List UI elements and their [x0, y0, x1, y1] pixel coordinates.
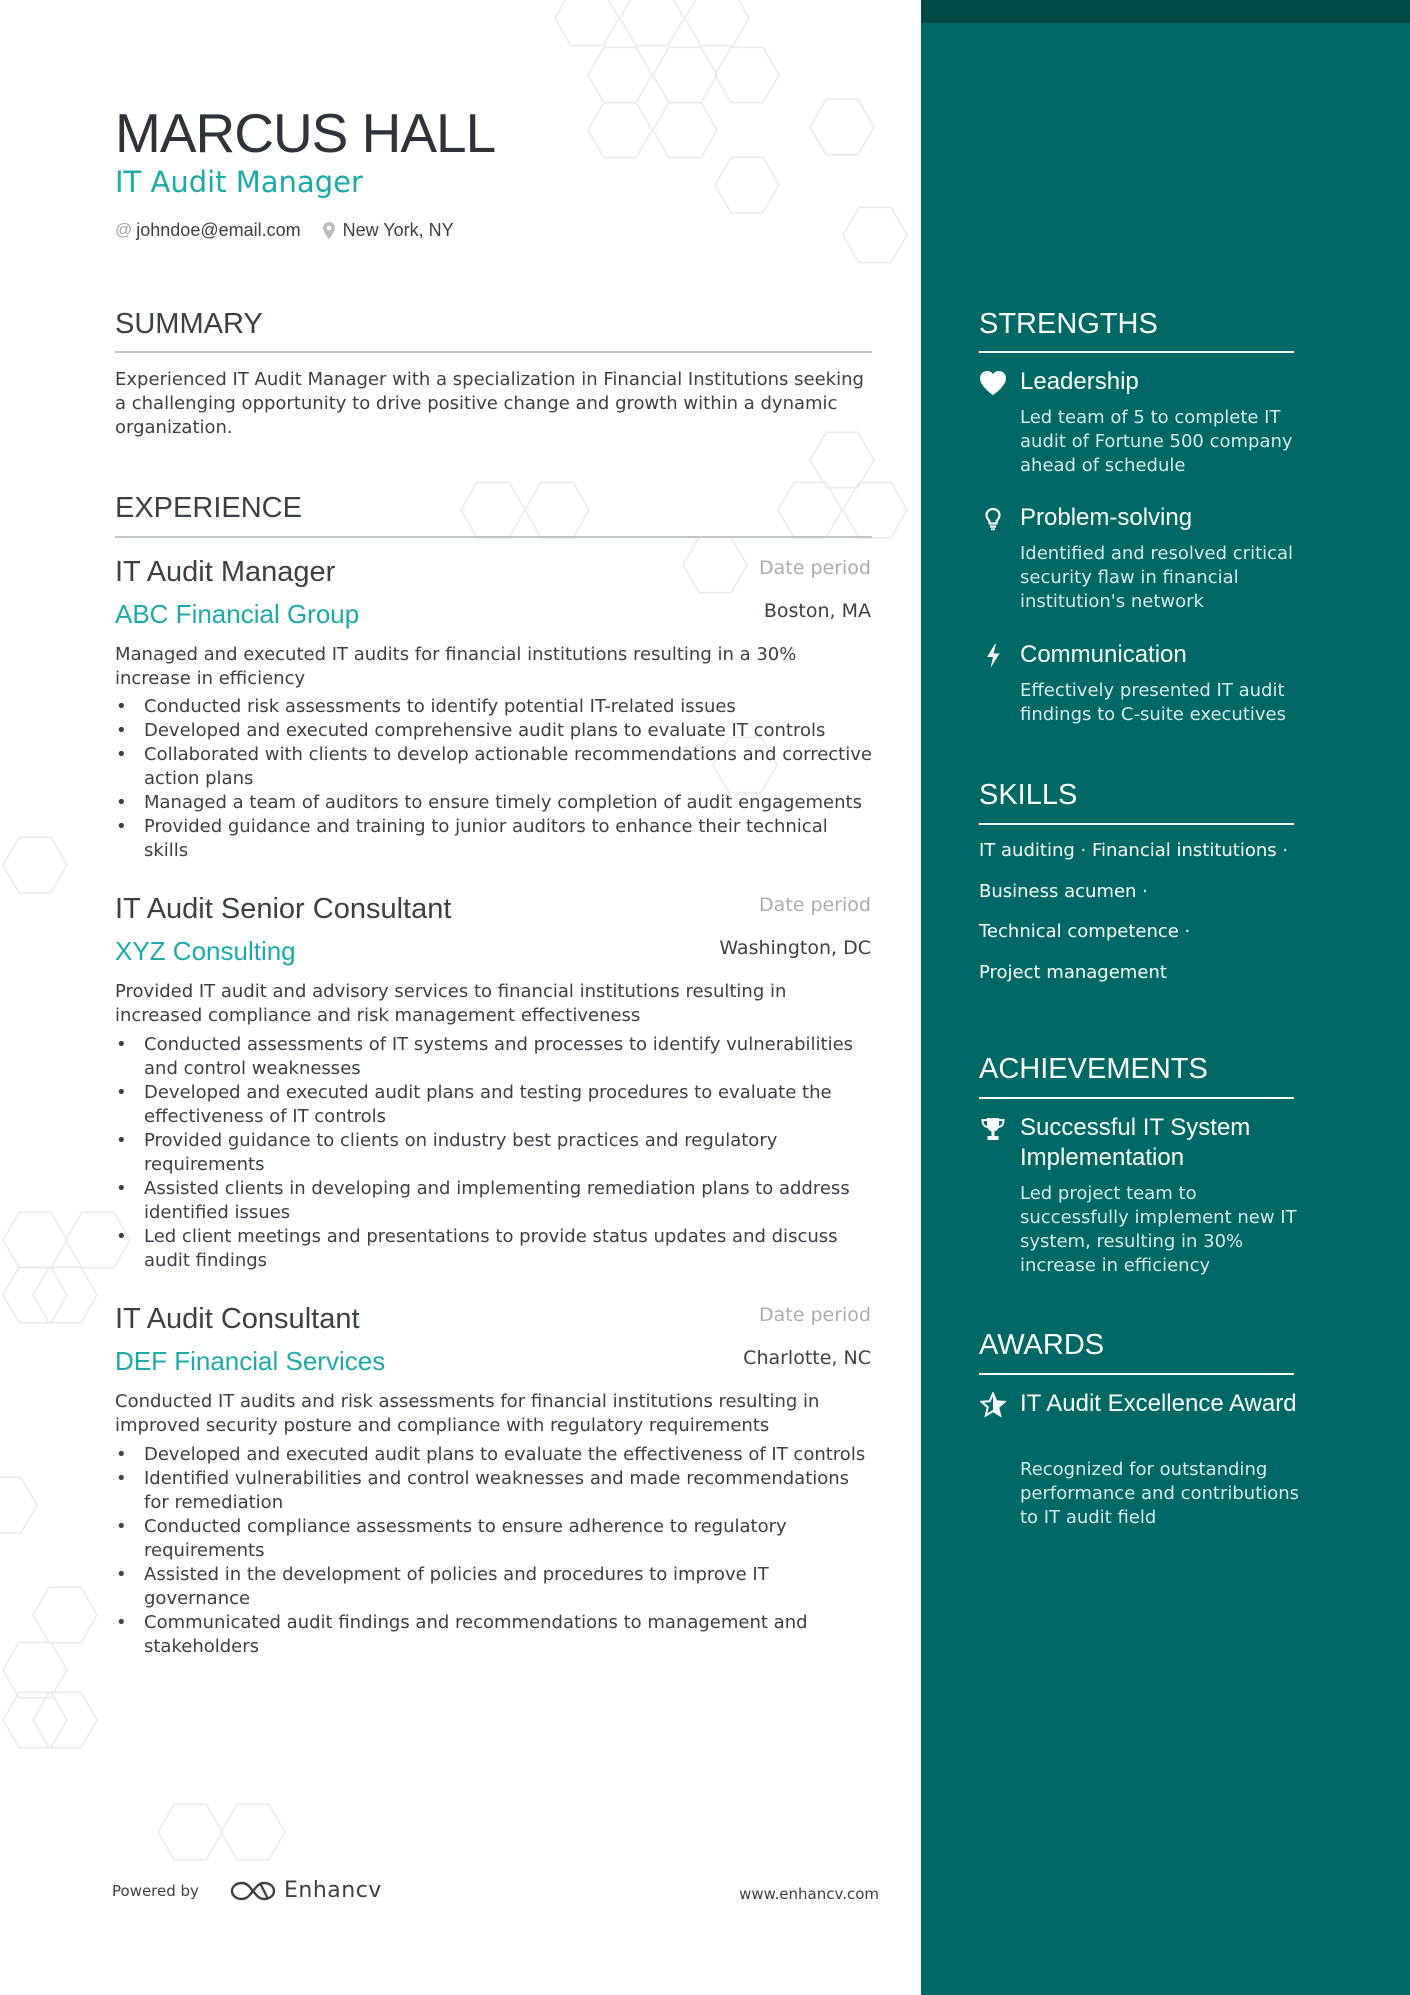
hexagon-decoration — [715, 157, 779, 212]
hexagon-decoration — [3, 1267, 67, 1322]
strength-description: Effectively presented IT audit findings to C-suite executives — [1020, 680, 1287, 725]
hexagon-decoration — [843, 482, 907, 537]
enhancv-logo[interactable] — [230, 1878, 382, 1903]
awards-divider — [979, 1373, 1294, 1375]
hexagon-decoration — [588, 47, 652, 102]
job-title: IT Audit Consultant — [115, 1303, 360, 1335]
sidebar-panel — [921, 0, 1410, 1995]
job-description: Provided IT audit and advisory services to financial institutions resulting in increased compliance and risk management effectiveness — [115, 981, 787, 1026]
hexagon-decoration — [778, 482, 842, 537]
bullet-item: • Collaborated with clients to develop actionable recommendations and corrective action plans — [115, 743, 875, 791]
bullet-item: • Developed and executed comprehensive audit plans to evaluate IT controls — [115, 719, 875, 743]
bullet-item: • Identified vulnerabilities and control weaknesses and made recommendations for remediation — [115, 1467, 875, 1515]
bullet-item: • Developed and executed audit plans to evaluate the effectiveness of IT controls — [115, 1443, 875, 1467]
bullet-item: • Led client meetings and presentations to provide status updates and discuss audit findings — [115, 1225, 875, 1273]
job-company: XYZ Consulting — [115, 936, 296, 966]
job-bullets — [115, 695, 875, 863]
job-bullets — [115, 1033, 875, 1273]
lightning-bolt-icon — [979, 642, 1007, 670]
award-title: IT Audit Excellence Award — [1020, 1390, 1297, 1417]
hexagon-decoration — [221, 1804, 285, 1859]
hexagon-decoration — [588, 102, 652, 157]
job-title: IT Audit Senior Consultant — [115, 893, 452, 925]
summary-divider — [115, 351, 872, 353]
hexagon-decoration — [461, 482, 525, 537]
hexagon-decoration — [3, 1212, 67, 1267]
hexagon-decoration — [810, 99, 874, 154]
hexagon-decoration — [683, 537, 747, 592]
hexagon-decoration — [158, 1804, 222, 1859]
strength-title: Communication — [1020, 641, 1187, 668]
skill-line: IT auditing · Financial institutions · — [979, 840, 1289, 861]
sidebar-top-bar — [921, 0, 1410, 23]
experience-heading: EXPERIENCE — [115, 492, 302, 524]
strength-title: Leadership — [1020, 368, 1139, 395]
hexagon-decoration — [685, 0, 749, 46]
bullet-item: • Conducted compliance assessments to ensure adherence to regulatory requirements — [115, 1515, 875, 1563]
bullet-item: • Conducted assessments of IT systems and processes to identify vulnerabilities and control weaknesses — [115, 1033, 875, 1081]
hexagon-decoration — [810, 99, 874, 154]
job-date: Date period — [759, 1304, 871, 1326]
job-date: Date period — [759, 894, 871, 916]
bullet-item: • Developed and executed audit plans and testing procedures to evaluate the effectiveness of IT controls — [115, 1081, 875, 1129]
location-pin-icon — [323, 222, 335, 239]
job-location: Charlotte, NC — [743, 1347, 871, 1369]
job-description: Conducted IT audits and risk assessments for financial institutions resulting in improved security posture and compliance with regulatory requirements — [115, 1391, 820, 1436]
hexagon-decoration — [33, 1692, 97, 1747]
bullet-item: • Assisted in the development of policies and procedures to improve IT governance — [115, 1563, 875, 1611]
infinity-logo-icon — [230, 1879, 276, 1903]
hexagon-decoration — [715, 47, 779, 102]
website-link[interactable]: www.enhancv.com — [739, 1885, 879, 1903]
strength-title: Problem-solving — [1020, 504, 1193, 531]
hexagon-decoration — [33, 1267, 97, 1322]
strength-description: Identified and resolved critical security flaw in financial institution's network — [1020, 543, 1294, 612]
bullet-item: • Conducted risk assessments to identify potential IT-related issues — [115, 695, 875, 719]
hexagon-decoration — [33, 1587, 97, 1642]
candidate-name: MARCUS HALL — [115, 102, 496, 164]
job-company: ABC Financial Group — [115, 599, 360, 629]
brand-name: Enhancv — [284, 1878, 382, 1903]
powered-by-label: Powered by — [112, 1882, 199, 1900]
lightbulb-icon — [979, 505, 1007, 533]
job-description: Managed and executed IT audits for financial institutions resulting in a 30% increase in efficiency — [115, 644, 797, 689]
job-date: Date period — [759, 557, 871, 579]
job-title: IT Audit Manager — [115, 556, 336, 588]
hexagon-decoration — [525, 482, 589, 537]
strength-description: Led team of 5 to complete IT audit of Fortune 500 company ahead of schedule — [1020, 407, 1293, 476]
candidate-title: IT Audit Manager — [115, 165, 363, 199]
bullet-item: • Provided guidance to clients on industry best practices and regulatory requirements — [115, 1129, 875, 1177]
bullet-item: • Assisted clients in developing and implementing remediation plans to address identified issues — [115, 1177, 875, 1225]
email-link[interactable]: johndoe@email.com — [136, 219, 301, 240]
bullet-item: • Communicated audit findings and recommendations to management and stakeholders — [115, 1611, 875, 1659]
trophy-icon — [979, 1115, 1007, 1143]
skill-line: Business acumen · — [979, 881, 1148, 902]
heart-icon — [979, 369, 1007, 397]
bullet-item: • Managed a team of auditors to ensure timely completion of audit engagements — [115, 791, 875, 815]
hexagon-decoration — [555, 0, 619, 46]
hexagon-decoration — [653, 47, 717, 102]
achievements-heading: ACHIEVEMENTS — [979, 1053, 1208, 1085]
star-icon — [979, 1391, 1007, 1419]
hexagon-decoration — [843, 207, 907, 262]
skills-divider — [979, 823, 1294, 825]
location-text: New York, NY — [342, 219, 454, 240]
awards-heading: AWARDS — [979, 1329, 1105, 1361]
contact-info — [115, 218, 454, 242]
hexagon-decoration — [810, 432, 874, 487]
at-icon: @ — [115, 220, 133, 239]
job-location: Washington, DC — [719, 937, 871, 959]
strengths-heading: STRENGTHS — [979, 308, 1158, 340]
job-bullets — [115, 1443, 875, 1659]
experience-divider — [115, 536, 872, 538]
job-location: Boston, MA — [763, 600, 871, 622]
skill-line: Technical competence · — [979, 921, 1191, 942]
achievements-divider — [979, 1097, 1294, 1099]
hexagon-decoration — [3, 837, 67, 892]
hexagon-decoration — [0, 1477, 37, 1532]
hexagon-decoration — [3, 1692, 67, 1747]
achievement-title: Successful IT System Implementation — [1020, 1114, 1251, 1171]
award-description: Recognized for outstanding performance and contributions to IT audit field — [1020, 1459, 1300, 1528]
job-company: DEF Financial Services — [115, 1346, 386, 1376]
hexagon-decoration — [620, 0, 684, 46]
summary-text: Experienced IT Audit Manager with a specialization in Financial Institutions seeking a challenging opportunity to drive positive change and growth within a dynamic organization. — [115, 369, 864, 438]
skills-heading: SKILLS — [979, 779, 1078, 811]
hexagon-decoration — [3, 1642, 67, 1697]
summary-heading: SUMMARY — [115, 308, 263, 340]
skill-line: Project management — [979, 962, 1167, 983]
strengths-divider — [979, 351, 1294, 353]
bullet-item: • Provided guidance and training to junior auditors to enhance their technical skills — [115, 815, 875, 863]
hexagon-decoration — [653, 102, 717, 157]
achievement-description: Led project team to successfully implement new IT system, resulting in 30% increase in efficiency — [1020, 1183, 1297, 1276]
